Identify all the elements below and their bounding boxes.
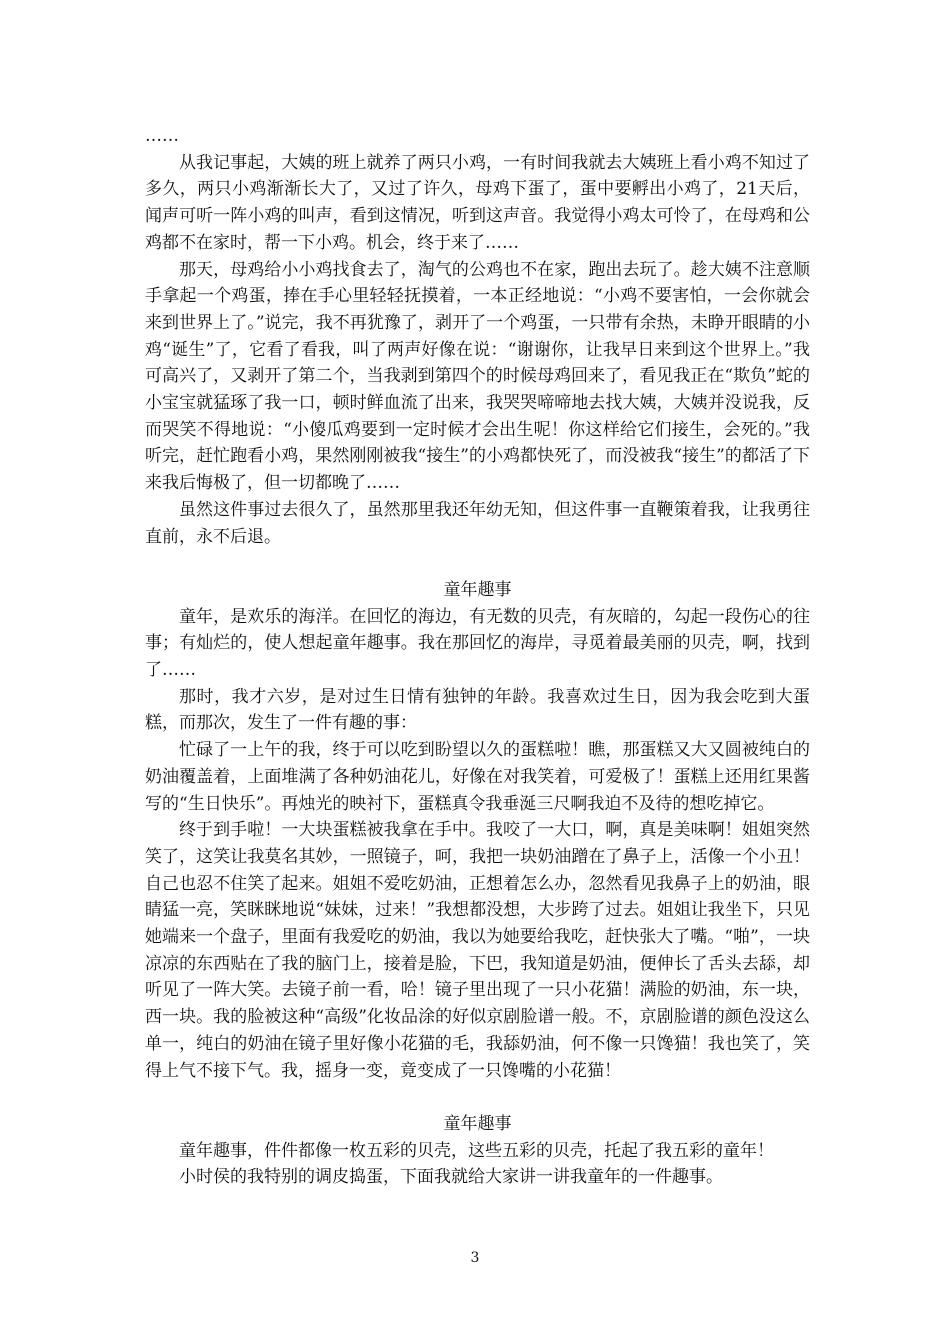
- paragraph: 童年，是欢乐的海洋。在回忆的海边，有无数的贝壳，有灰暗的，勾起一段伤心的往事；有灿烂的，使人想起童年趣事。我在那回忆的海岸，寻觅着最美丽的贝壳，啊，找到了……: [145, 606, 810, 681]
- paragraph: 忙碌了一上午的我，终于可以吃到盼望以久的蛋糕啦！瞧，那蛋糕又大又圆被纯白的奶油覆盖着，上面堆满了各种奶油花儿，好像在对我笑着，可爱极了！蛋糕上还用红果酱写的“生日快乐”。再烛光的映衬下，蛋糕真令我垂涎三尺啊我迫不及待的想吃掉它。: [145, 740, 810, 814]
- paragraph: 小时侯的我特别的调皮捣蛋，下面我就给大家讲一讲我童年的一件趣事。: [179, 1167, 723, 1188]
- paragraph: 终于到手啦！一大块蛋糕被我拿在手中。我咬了一大口，啊，真是美味啊！姐姐突然笑了，这笑让我莫名其妙，一照镜子，呵，我把一块奶油蹭在了鼻子上，活像一个小丑！自己也忍不住笑了起来。姐姐不爱吃奶油，正想着怎么办，忽然看见我鼻子上的奶油，眼睛猛一亮，笑眯眯地说“妹妹，过来！”我想都没想，大步跨了过去。姐姐让我坐下，只见她端来一个盘子，里面有我爱吃的奶油，我以为她要给我吃，赶快张大了嘴。“啪”，一块凉凉的东西贴在了我的脑门上，接着是脸，下巴，我知道是奶油，便伸长了舌头去舔，却听见了一阵大笑。去镜子前一看，哈！镜子里出现了一只小花猫！满脸的奶油，东一块，西一块。我的脸被这种“高级”化妆品涂的好似京剧脸谱一般。不，京剧脸谱的颜色没这么单一，纯白的奶油在镜子里好像小花猫的毛，我舔奶油，何不像一只馋猫！我也笑了，笑得上气不接下气。我，摇身一变，竟变成了一只馋嘴的小花猫！: [145, 820, 810, 1081]
- paragraph: 从我记事起，大姨的班上就养了两只小鸡，一有时间我就去大姨班上看小鸡不知过了多久，两只小鸡渐渐长大了，又过了许久，母鸡下蛋了，蛋中要孵出小鸡了，21天后，闻声可听一阵小鸡的叫声，看到这情况，听到这声音。我觉得小鸡太可怜了，在母鸡和公鸡都不在家时，帮一下小鸡。机会，终于来了……: [145, 152, 810, 253]
- paragraph: 童年趣事，件件都像一枚五彩的贝壳，这些五彩的贝壳，托起了我五彩的童年！: [179, 1140, 774, 1161]
- section-heading: 童年趣事: [443, 579, 512, 600]
- paragraph: 那时，我才六岁，是对过生日情有独钟的年龄。我喜欢过生日，因为我会吃到大蛋糕，而那次，发生了一件有趣的事：: [145, 686, 810, 734]
- section-gap: [145, 1084, 810, 1111]
- paragraph: 那天，母鸡给小小鸡找食去了，淘气的公鸡也不在家，跑出去玩了。趁大姨不注意顺手拿起一个鸡蛋，捧在手心里轻轻抚摸着，一本正经地说：“小鸡不要害怕，一会你就会来到世界上了。”说完，我不再犹豫了，剥开了一个鸡蛋，一只带有余热，未睁开眼睛的小鸡“诞生”了，它看了看我，叫了两声好像在说：“谢谢你，让我早日来到这个世界上。”我可高兴了，又剥开了第二个，当我剥到第四个的时候母鸡回来了，看见我正在“欺负”蛇的小宝宝就猛琢了我一口，顿时鲜血流了出来，我哭哭啼啼地去找大姨，大姨并没说我，反而哭笑不得地说：“小傻瓜鸡要到一定时候才会出生呢！你这样给它们接生，会死的。”我听完，赶忙跑看小鸡，果然刚刚被我“接生”的小鸡都快死了，而没被我“接生”的都活了下来我后悔极了，但一切都晚了……: [145, 259, 810, 494]
- document-body: [145, 123, 810, 1191]
- section-heading: 童年趣事: [443, 1113, 512, 1134]
- page-number: 3: [470, 1250, 480, 1266]
- ellipsis-line: ……: [145, 126, 179, 146]
- section-gap: [145, 550, 810, 577]
- paragraph: 虽然这件事过去很久了，虽然那里我还年幼无知，但这件事一直鞭策着我，让我勇往直前，永不后退。: [145, 499, 810, 547]
